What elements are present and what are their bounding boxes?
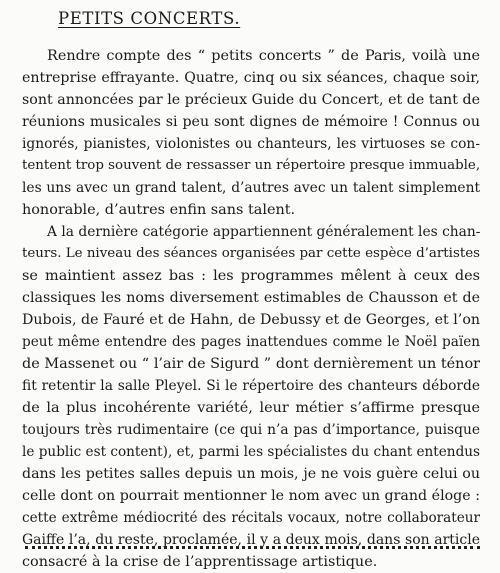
- dotted-separator: [25, 546, 480, 549]
- text-line-19: le public est content), et, parmi les spécialistes du chant entendus: [22, 444, 480, 460]
- text-line-13: Dubois, de Fauré et de Hahn, de Debussy et de Georges, et l’on: [22, 312, 480, 328]
- text-line-5: ignorés, pianistes, violonistes ou chanteurs, les virtuoses se con-: [22, 136, 480, 152]
- text-line-21: celle dont on pourrait mentionner le nom avec un grand éloge :: [22, 488, 480, 504]
- text-line-15: de Massenet ou “ l’air de Sigurd ” dont dernièrement un ténor: [22, 356, 480, 372]
- text-line-17: de la plus incohérente variété, leur métier s’affirme presque: [22, 400, 480, 416]
- text-line-4: réunions musicales si peu sont dignes de mémoire ! Connus ou: [22, 114, 480, 130]
- text-line-2: entreprise effrayante. Quatre, cinq ou six séances, chaque soir,: [22, 70, 480, 86]
- text-line-16: fit retentir la salle Pleyel. Si le répertoire des chanteurs déborde: [22, 378, 480, 394]
- text-line-12: classiques les noms diversement estimables de Chausson et de: [22, 290, 480, 306]
- text-line-23: Gaiffe l’a, du reste, proclamée, il y a deux mois, dans son article: [22, 532, 480, 548]
- text-line-7: les uns avec un grand talent, d’autres avec un talent simplement: [22, 180, 480, 196]
- text-line-3: sont annoncées par le précieux Guide du Concert, et de tant de: [22, 92, 480, 108]
- text-line-1: Rendre compte des “ petits concerts ” de Paris, voilà une: [47, 48, 480, 64]
- text-line-22: cette extrême médiocrité des récitals vocaux, notre collaborateur: [22, 510, 480, 526]
- text-line-18: toujours très rudimentaire (ce qui n’a pas d’importance, puisque: [22, 422, 480, 438]
- text-line-9: A la dernière catégorie appartiennent généralement les chan-: [47, 224, 481, 240]
- text-line-8: honorable, d’autres enfin sans talent.: [22, 202, 296, 218]
- text-line-10: teurs. Le niveau des séances organisées par cette espèce d’artistes: [22, 246, 480, 261]
- text-line-6: tentent trop souvent de ressasser un répertoire presque immuable,: [22, 158, 481, 173]
- text-line-11: se maintient assez bas : les programmes mêlent à ceux des: [22, 268, 480, 284]
- text-line-24: consacré à la crise de l’apprentissage artistique.: [22, 554, 378, 570]
- article-title: PETITS CONCERTS.: [58, 9, 241, 28]
- text-line-14: peut même entendre des pages inattendues comme le Noël païen: [22, 334, 480, 350]
- text-line-20: dans les petites salles depuis un mois, je ne vois guère celui ou: [22, 466, 480, 482]
